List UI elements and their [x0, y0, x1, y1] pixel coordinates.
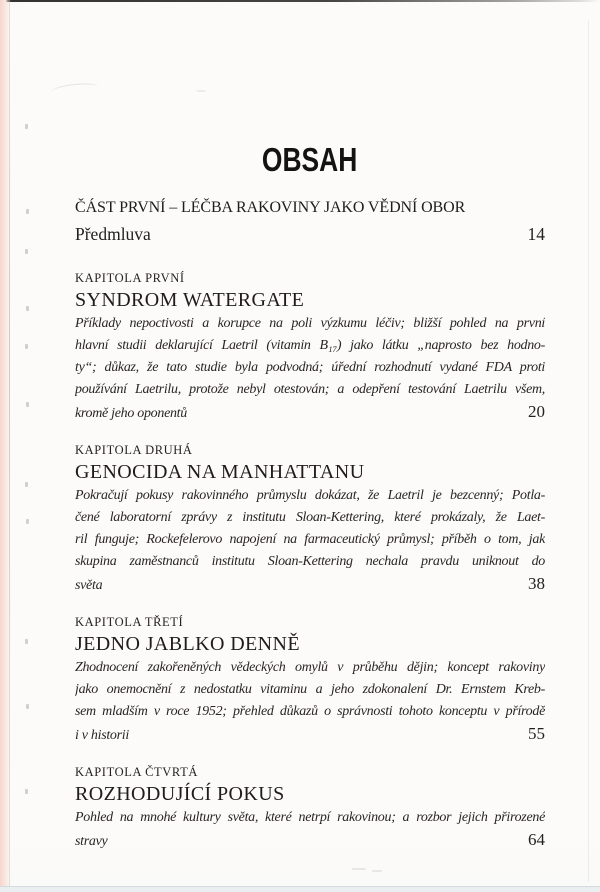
page-number: 20	[528, 402, 545, 421]
toc-entry-predmluva	[75, 221, 545, 247]
page-number: 14	[527, 224, 545, 244]
toc-chapter-4	[75, 763, 545, 853]
toc-line: Zhodnocení zakořeněných vědeckých omylů v průběhu dějin; koncept rakoviny	[75, 660, 545, 675]
page-crease-line	[9, 0, 10, 892]
toc-line: skupina zaměstnanců institutu Sloan-Kettering nechala pravdu uniknout do	[75, 554, 545, 569]
scan-speck	[26, 306, 29, 311]
chapter-title: GENOCIDA NA MANHATTANU	[75, 461, 365, 483]
part-heading: ČÁST PRVNÍ – LÉČBA RAKOVINY JAKO VĚDNÍ OBOR	[75, 199, 466, 216]
chapter-kicker: KAPITOLA PRVNÍ	[75, 271, 185, 285]
toc-line-last	[75, 829, 545, 853]
toc-line: stravy	[75, 834, 108, 849]
chapter-kicker: KAPITOLA DRUHÁ	[75, 443, 193, 457]
scan-speck	[25, 639, 28, 644]
toc-line: čené laboratorní zprávy z institutu Sloan-Kettering, které prokázaly, že Laet-	[75, 510, 545, 525]
chapter-kicker: KAPITOLA ČTVRTÁ	[75, 765, 198, 779]
toc-line: sem mladším v roce 1952; přehled důkazů o správnosti tohoto konceptu v přírodě	[75, 704, 545, 719]
scan-speck	[25, 344, 28, 349]
chapter-title: SYNDROM WATERGATE	[75, 289, 305, 311]
chapter-title: JEDNO JABLKO DENNĚ	[75, 633, 300, 655]
page-number: 38	[528, 574, 545, 593]
scan-edge-bottom	[0, 887, 600, 892]
chapter-description	[75, 657, 545, 747]
toc-line-last	[75, 401, 545, 425]
chapter-title: ROZHODUJÍCÍ POKUS	[75, 783, 285, 805]
page-title: OBSAH	[262, 141, 358, 178]
toc-chapter-1	[75, 269, 545, 425]
chapter-description	[75, 807, 545, 853]
toc-line: hlavní studii deklarující Laetril (vitamin B₁₇) jako látku „naprosto bez hodno-	[75, 338, 545, 353]
scan-speck	[26, 519, 29, 524]
scan-speck	[26, 209, 29, 214]
scan-speck	[25, 789, 28, 794]
scan-smudge	[372, 870, 382, 872]
toc-line: ril funguje; Rockefelerovo napojení na farmaceutický průmysl; příběh o tom, jak	[75, 532, 545, 547]
toc-line: jako onemocnění z nedostatku vitaminu a jeho zdokonalení Dr. Ernstem Kreb-	[75, 682, 545, 697]
toc-line: ty“; důkaz, že tato studie byla podvodná; úřední rozhodnutí vydané FDA proti	[75, 360, 545, 375]
scan-speck	[25, 249, 28, 254]
chapter-kicker: KAPITOLA TŘETÍ	[75, 615, 184, 629]
page-right-edge	[588, 20, 589, 882]
chapter-description	[75, 313, 545, 425]
scan-speck	[26, 704, 29, 709]
chapter-description	[75, 485, 545, 597]
scan-smudge	[352, 868, 366, 870]
toc-line: světa	[75, 578, 103, 593]
toc-line: i v historii	[75, 728, 129, 743]
scan-speck	[26, 402, 29, 407]
toc-chapter-3	[75, 613, 545, 747]
toc-line: Pokračují pokusy rakovinného průmyslu dokázat, že Laetril je bezcenný; Potla-	[75, 488, 545, 503]
toc-chapter-2	[75, 441, 545, 597]
toc-content	[75, 0, 545, 853]
toc-line: používání Laetrilu, protože nebyl otestován; a odepření testování Laetrilu všem,	[75, 382, 545, 397]
toc-line-last	[75, 723, 545, 747]
toc-line: kromě jeho oponentů	[75, 406, 187, 421]
toc-entry-label: Předmluva	[75, 224, 151, 244]
page-number: 64	[528, 830, 545, 849]
scan-speck	[25, 482, 28, 487]
page-number: 55	[528, 724, 545, 743]
toc-line-last	[75, 573, 545, 597]
scan-speck	[25, 124, 28, 129]
toc-line: Pohled na mnohé kultury světa, které netrpí rakovinou; a rozbor jejich přirozené	[75, 810, 545, 825]
toc-line: Příklady nepoctivosti a korupce na poli výzkumu léčiv; bližší pohled na první	[75, 316, 545, 331]
